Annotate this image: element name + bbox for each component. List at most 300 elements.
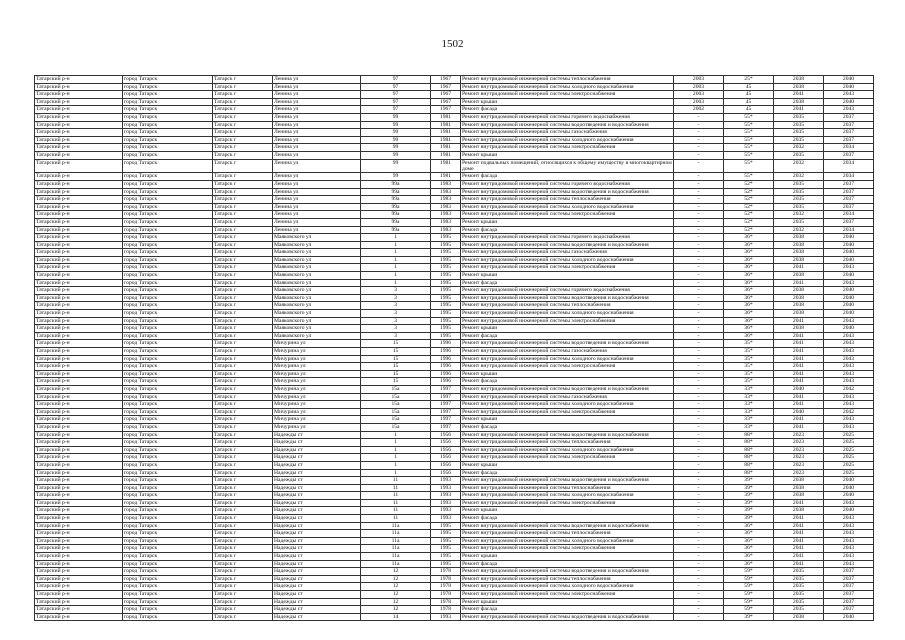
last-repair-year-cell: - [674,234,724,242]
settlement-cell: город Татарск [123,393,213,401]
settlement-cell: город Татарск [123,317,213,325]
plan-start-cell: 2041 [774,355,824,363]
district-cell: Татарский р-н [35,385,123,393]
street-cell: Ленина ул [273,180,361,188]
city-cell: Татарск г [213,431,273,439]
work-type-cell: Ремонт внутридомовой инженерной системы газоснабжения [461,249,674,257]
settlement-cell: город Татарск [123,454,213,462]
table-row [35,431,874,439]
table-row [35,279,874,287]
build-year-cell: 1996 [431,355,461,363]
last-repair-year-cell: - [674,393,724,401]
work-type-cell: Ремонт внутридомовой инженерной системы электроснабжения [461,408,674,416]
table-row [35,522,874,530]
table-row [35,272,874,280]
house-number-cell: 15а [361,385,431,393]
wear-percent-cell: 36* [724,234,774,242]
city-cell: Татарск г [213,537,273,545]
build-year-cell: 1995 [431,294,461,302]
last-repair-year-cell: - [674,340,724,348]
work-type-cell: Ремонт внутридомовой инженерной системы теплоснабжения [461,484,674,492]
city-cell: Татарск г [213,545,273,553]
last-repair-year-cell: 2003 [674,98,724,106]
table-row [35,302,874,310]
house-number-cell: 14 [361,613,431,621]
wear-percent-cell: 52* [724,188,774,196]
wear-percent-cell: 35* [724,355,774,363]
district-cell: Татарский р-н [35,83,123,91]
city-cell: Татарск г [213,363,273,371]
city-cell: Татарск г [213,568,273,576]
last-repair-year-cell: - [674,606,724,614]
build-year-cell: 1995 [431,325,461,333]
house-number-cell: 11а [361,553,431,561]
plan-start-cell: 2041 [774,279,824,287]
table-row [35,159,874,173]
last-repair-year-cell: 2002 [674,106,724,114]
plan-end-cell: 2040 [824,294,874,302]
street-cell: Мичурина ул [273,355,361,363]
house-number-cell: 1 [361,264,431,272]
house-number-cell: 12 [361,606,431,614]
city-cell: Татарск г [213,340,273,348]
district-cell: Татарский р-н [35,294,123,302]
city-cell: Татарск г [213,484,273,492]
street-cell: Ленина ул [273,129,361,137]
last-repair-year-cell: - [674,129,724,137]
plan-start-cell: 2038 [774,294,824,302]
settlement-cell: город Татарск [123,439,213,447]
street-cell: Маяковского ул [273,272,361,280]
house-number-cell: 1 [361,256,431,264]
plan-start-cell: 2040 [774,385,824,393]
plan-start-cell: 2035 [774,598,824,606]
city-cell: Татарск г [213,446,273,454]
last-repair-year-cell: - [674,575,724,583]
work-type-cell: Ремонт крыши [461,598,674,606]
district-cell: Татарский р-н [35,76,123,84]
table-row [35,378,874,386]
table-row [35,499,874,507]
last-repair-year-cell: - [674,477,724,485]
plan-end-cell: 2040 [824,325,874,333]
street-cell: Ленина ул [273,83,361,91]
house-number-cell: 11а [361,537,431,545]
table-row [35,583,874,591]
house-number-cell: 1 [361,446,431,454]
work-type-cell: Ремонт крыши [461,218,674,226]
build-year-cell: 1997 [431,385,461,393]
table-row [35,98,874,106]
plan-end-cell: 2043 [824,370,874,378]
last-repair-year-cell: - [674,302,724,310]
street-cell: Ленина ул [273,91,361,99]
last-repair-year-cell: - [674,446,724,454]
house-number-cell: 11а [361,545,431,553]
wear-percent-cell: 36* [724,279,774,287]
city-cell: Татарск г [213,560,273,568]
street-cell: Надежды ст [273,499,361,507]
settlement-cell: город Татарск [123,302,213,310]
plan-end-cell: 2043 [824,378,874,386]
street-cell: Маяковского ул [273,234,361,242]
district-cell: Татарский р-н [35,393,123,401]
house-number-cell: 1 [361,454,431,462]
plan-end-cell: 2037 [824,203,874,211]
last-repair-year-cell: - [674,287,724,295]
city-cell: Татарск г [213,272,273,280]
work-type-cell: Ремонт фасада [461,606,674,614]
street-cell: Надежды ст [273,439,361,447]
wear-percent-cell: 45 [724,83,774,91]
plan-start-cell: 2041 [774,416,824,424]
build-year-cell: 1993 [431,492,461,500]
plan-start-cell: 2035 [774,129,824,137]
plan-end-cell: 2040 [824,287,874,295]
wear-percent-cell: 35* [724,340,774,348]
plan-start-cell: 2038 [774,325,824,333]
last-repair-year-cell: - [674,507,724,515]
wear-percent-cell: 39* [724,484,774,492]
build-year-cell: 1995 [431,302,461,310]
plan-start-cell: 2038 [774,492,824,500]
last-repair-year-cell: - [674,136,724,144]
district-cell: Татарский р-н [35,121,123,129]
street-cell: Надежды ст [273,492,361,500]
table-row [35,76,874,84]
plan-start-cell: 2041 [774,537,824,545]
work-type-cell: Ремонт фасада [461,279,674,287]
district-cell: Татарский р-н [35,545,123,553]
district-cell: Татарский р-н [35,287,123,295]
settlement-cell: город Татарск [123,583,213,591]
house-number-cell: 15 [361,355,431,363]
house-number-cell: 1 [361,272,431,280]
plan-start-cell: 2041 [774,378,824,386]
street-cell: Маяковского ул [273,294,361,302]
work-type-cell: Ремонт внутридомовой инженерной системы водоотведения и водоснабжения [461,188,674,196]
plan-end-cell: 2037 [824,606,874,614]
work-type-cell: Ремонт крыши [461,370,674,378]
work-type-cell: Ремонт фасада [461,515,674,523]
house-number-cell: 12 [361,583,431,591]
plan-end-cell: 2043 [824,332,874,340]
district-cell: Татарский р-н [35,180,123,188]
last-repair-year-cell: - [674,537,724,545]
settlement-cell: город Татарск [123,98,213,106]
work-type-cell: Ремонт внутридомовой инженерной системы холодного водоснабжения [461,83,674,91]
street-cell: Надежды ст [273,431,361,439]
city-cell: Татарск г [213,606,273,614]
house-number-cell: 3 [361,310,431,318]
house-number-cell: 11 [361,515,431,523]
plan-start-cell: 2023 [774,446,824,454]
work-type-cell: Ремонт внутридомовой инженерной системы горячего водоснабжения [461,180,674,188]
table-row [35,264,874,272]
plan-end-cell: 2040 [824,241,874,249]
wear-percent-cell: 36* [724,553,774,561]
table-row [35,454,874,462]
street-cell: Мичурина ул [273,363,361,371]
house-number-cell: 97 [361,91,431,99]
street-cell: Надежды ст [273,522,361,530]
table-row [35,537,874,545]
district-cell: Татарский р-н [35,332,123,340]
settlement-cell: город Татарск [123,522,213,530]
plan-start-cell: 2035 [774,583,824,591]
plan-start-cell: 2035 [774,196,824,204]
build-year-cell: 1956 [431,446,461,454]
work-type-cell: Ремонт внутридомовой инженерной системы холодного водоснабжения [461,583,674,591]
street-cell: Ленина ул [273,226,361,234]
build-year-cell: 1983 [431,218,461,226]
city-cell: Татарск г [213,234,273,242]
plan-start-cell: 2040 [774,408,824,416]
street-cell: Ленина ул [273,113,361,121]
plan-end-cell: 2025 [824,439,874,447]
last-repair-year-cell: - [674,294,724,302]
table-row [35,575,874,583]
street-cell: Мичурина ул [273,348,361,356]
work-type-cell: Ремонт внутридомовой инженерной системы газоснабжения [461,393,674,401]
last-repair-year-cell: - [674,211,724,219]
street-cell: Надежды ст [273,560,361,568]
last-repair-year-cell: - [674,363,724,371]
settlement-cell: город Татарск [123,173,213,181]
last-repair-year-cell: - [674,370,724,378]
table-row [35,393,874,401]
table-row [35,340,874,348]
street-cell: Маяковского ул [273,249,361,257]
house-number-cell: 12 [361,575,431,583]
plan-start-cell: 2038 [774,272,824,280]
settlement-cell: город Татарск [123,537,213,545]
plan-end-cell: 2043 [824,340,874,348]
wear-percent-cell: 88* [724,469,774,477]
last-repair-year-cell: - [674,613,724,621]
build-year-cell: 1995 [431,234,461,242]
city-cell: Татарск г [213,553,273,561]
district-cell: Татарский р-н [35,560,123,568]
house-number-cell: 11а [361,560,431,568]
settlement-cell: город Татарск [123,106,213,114]
work-type-cell: Ремонт внутридомовой инженерной системы холодного водоснабжения [461,401,674,409]
settlement-cell: город Татарск [123,416,213,424]
build-year-cell: 1983 [431,188,461,196]
city-cell: Татарск г [213,241,273,249]
plan-start-cell: 2038 [774,241,824,249]
work-type-cell: Ремонт внутридомовой инженерной системы водоотведения и водоснабжения [461,340,674,348]
street-cell: Надежды ст [273,583,361,591]
house-number-cell: 12 [361,568,431,576]
last-repair-year-cell: - [674,332,724,340]
city-cell: Татарск г [213,507,273,515]
city-cell: Татарск г [213,461,273,469]
street-cell: Мичурина ул [273,385,361,393]
district-cell: Татарский р-н [35,279,123,287]
settlement-cell: город Татарск [123,310,213,318]
district-cell: Татарский р-н [35,613,123,621]
settlement-cell: город Татарск [123,553,213,561]
plan-end-cell: 2037 [824,129,874,137]
plan-end-cell: 2043 [824,416,874,424]
district-cell: Татарский р-н [35,553,123,561]
last-repair-year-cell: - [674,484,724,492]
plan-start-cell: 2035 [774,575,824,583]
work-type-cell: Ремонт фасада [461,226,674,234]
house-number-cell: 3 [361,287,431,295]
wear-percent-cell: 52* [724,180,774,188]
table-row [35,385,874,393]
last-repair-year-cell: - [674,423,724,431]
last-repair-year-cell: - [674,385,724,393]
last-repair-year-cell: - [674,408,724,416]
plan-end-cell: 2043 [824,279,874,287]
plan-start-cell: 2041 [774,522,824,530]
plan-start-cell: 2035 [774,180,824,188]
build-year-cell: 1995 [431,332,461,340]
settlement-cell: город Татарск [123,121,213,129]
build-year-cell: 1956 [431,469,461,477]
last-repair-year-cell: - [674,461,724,469]
settlement-cell: город Татарск [123,332,213,340]
plan-end-cell: 2037 [824,136,874,144]
house-number-cell: 12 [361,591,431,599]
city-cell: Татарск г [213,416,273,424]
district-cell: Татарский р-н [35,241,123,249]
settlement-cell: город Татарск [123,469,213,477]
house-number-cell: 99а [361,211,431,219]
district-cell: Татарский р-н [35,348,123,356]
settlement-cell: город Татарск [123,545,213,553]
plan-end-cell: 2043 [824,348,874,356]
build-year-cell: 1983 [431,203,461,211]
wear-percent-cell: 39* [724,499,774,507]
work-type-cell: Ремонт внутридомовой инженерной системы газоснабжения [461,348,674,356]
last-repair-year-cell: 2003 [674,83,724,91]
settlement-cell: город Татарск [123,279,213,287]
build-year-cell: 1995 [431,249,461,257]
settlement-cell: город Татарск [123,348,213,356]
table-row [35,106,874,114]
settlement-cell: город Татарск [123,507,213,515]
plan-end-cell: 2034 [824,226,874,234]
build-year-cell: 1981 [431,129,461,137]
street-cell: Мичурина ул [273,423,361,431]
last-repair-year-cell: - [674,241,724,249]
plan-start-cell: 2035 [774,203,824,211]
plan-end-cell: 2043 [824,91,874,99]
street-cell: Ленина ул [273,106,361,114]
district-cell: Татарский р-н [35,317,123,325]
plan-start-cell: 2023 [774,431,824,439]
house-number-cell: 99а [361,196,431,204]
city-cell: Татарск г [213,348,273,356]
build-year-cell: 1995 [431,530,461,538]
work-type-cell: Ремонт внутридомовой инженерной системы теплоснабжения [461,76,674,84]
plan-end-cell: 2040 [824,302,874,310]
plan-start-cell: 2041 [774,264,824,272]
last-repair-year-cell: - [674,159,724,173]
plan-start-cell: 2035 [774,568,824,576]
settlement-cell: город Татарск [123,530,213,538]
district-cell: Татарский р-н [35,378,123,386]
settlement-cell: город Татарск [123,196,213,204]
plan-start-cell: 2023 [774,469,824,477]
work-type-cell: Ремонт крыши [461,461,674,469]
wear-percent-cell: 55* [724,113,774,121]
street-cell: Надежды ст [273,530,361,538]
city-cell: Татарск г [213,129,273,137]
work-type-cell: Ремонт крыши [461,416,674,424]
city-cell: Татарск г [213,591,273,599]
plan-start-cell: 2041 [774,401,824,409]
district-cell: Татарский р-н [35,477,123,485]
plan-end-cell: 2042 [824,408,874,416]
wear-percent-cell: 33* [724,423,774,431]
settlement-cell: город Татарск [123,477,213,485]
work-type-cell: Ремонт внутридомовой инженерной системы водоотведения и водоснабжения [461,568,674,576]
district-cell: Татарский р-н [35,272,123,280]
work-type-cell: Ремонт внутридомовой инженерной системы горячего водоснабжения [461,287,674,295]
wear-percent-cell: 36* [724,332,774,340]
settlement-cell: город Татарск [123,385,213,393]
plan-start-cell: 2035 [774,113,824,121]
plan-start-cell: 2038 [774,302,824,310]
district-cell: Татарский р-н [35,461,123,469]
district-cell: Татарский р-н [35,408,123,416]
settlement-cell: город Татарск [123,370,213,378]
last-repair-year-cell: - [674,568,724,576]
table-row [35,317,874,325]
house-number-cell: 3 [361,325,431,333]
wear-percent-cell: 55* [724,129,774,137]
work-type-cell: Ремонт внутридомовой инженерной системы горячего водоснабжения [461,234,674,242]
wear-percent-cell: 36* [724,560,774,568]
city-cell: Татарск г [213,492,273,500]
city-cell: Татарск г [213,393,273,401]
street-cell: Маяковского ул [273,325,361,333]
build-year-cell: 1995 [431,256,461,264]
street-cell: Маяковского ул [273,241,361,249]
plan-start-cell: 2023 [774,461,824,469]
district-cell: Татарский р-н [35,537,123,545]
wear-percent-cell: 59* [724,598,774,606]
work-type-cell: Ремонт крыши [461,272,674,280]
work-type-cell: Ремонт внутридомовой инженерной системы холодного водоснабжения [461,446,674,454]
house-number-cell: 3 [361,317,431,325]
plan-start-cell: 2038 [774,76,824,84]
settlement-cell: город Татарск [123,136,213,144]
work-type-cell: Ремонт внутридомовой инженерной системы теплоснабжения [461,196,674,204]
street-cell: Надежды ст [273,537,361,545]
settlement-cell: город Татарск [123,568,213,576]
wear-percent-cell: 39* [724,507,774,515]
work-type-cell: Ремонт фасада [461,378,674,386]
settlement-cell: город Татарск [123,484,213,492]
plan-end-cell: 2037 [824,151,874,159]
work-type-cell: Ремонт внутридомовой инженерной системы горячего водоснабжения [461,113,674,121]
work-type-cell: Ремонт внутридомовой инженерной системы водоотведения и водоснабжения [461,613,674,621]
table-row [35,591,874,599]
plan-end-cell: 2025 [824,461,874,469]
last-repair-year-cell: - [674,583,724,591]
last-repair-year-cell: - [674,144,724,152]
plan-start-cell: 2041 [774,515,824,523]
street-cell: Ленина ул [273,211,361,219]
city-cell: Татарск г [213,401,273,409]
wear-percent-cell: 36* [724,317,774,325]
